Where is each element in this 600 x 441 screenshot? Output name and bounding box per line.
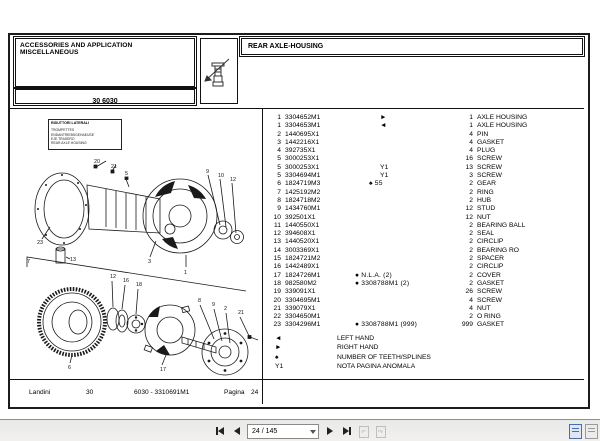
part-quantity: 999 — [461, 321, 473, 329]
part-code: 392501X1 — [285, 213, 316, 221]
table-row — [265, 205, 584, 213]
part-quantity: 2 — [469, 221, 473, 229]
table-row — [265, 255, 584, 263]
part-flag: ♠ 55 — [369, 180, 383, 188]
last-page-button[interactable] — [340, 424, 353, 438]
part-code: 1440695X1 — [285, 130, 320, 138]
part-code: 3304296M1 — [285, 321, 321, 329]
part-quantity: 2 — [469, 196, 473, 204]
part-code: 339079X1 — [285, 304, 316, 312]
single-page-view-icon[interactable] — [569, 424, 582, 439]
part-ref-number: 6 — [277, 180, 281, 188]
legend-label: NUMBER OF TEETH/SPLINES — [337, 353, 431, 361]
legend-symbol: ◄ — [275, 334, 282, 342]
first-page-button[interactable] — [213, 424, 226, 438]
part-flag — [353, 305, 447, 313]
part-description: NUT — [477, 304, 491, 312]
viewer-statusbar — [0, 419, 600, 441]
table-row — [265, 155, 584, 163]
part-code: 3304695M1 — [285, 296, 321, 304]
part-code: 1824726M1 — [285, 271, 321, 279]
part-ref-number: 7 — [277, 188, 281, 196]
part-description: PLUG — [477, 147, 496, 155]
diagram-callout: 9 — [212, 302, 215, 308]
diagram-callout: 12 — [230, 177, 236, 183]
part-description: SCREW — [477, 172, 502, 180]
diagram-callout: 6 — [68, 365, 71, 371]
part-description: RING — [477, 188, 494, 196]
diagram-callout: 17 — [160, 367, 166, 373]
table-row — [265, 247, 584, 255]
part-flag — [353, 255, 447, 263]
part-description: SCREW — [477, 155, 502, 163]
part-ref-number: 19 — [273, 288, 281, 296]
diagram-callout: 23 — [37, 240, 43, 246]
section-code: 30 6030 — [92, 98, 118, 105]
table-row — [265, 197, 584, 205]
note-box-line: TROMPETTES — [51, 128, 75, 133]
part-code: 392735X1 — [285, 147, 316, 155]
note-box-line: REAR AXLE HOUSING — [51, 140, 87, 145]
part-flag — [353, 155, 447, 163]
diagram-callout: 9 — [206, 169, 209, 175]
part-code: 3304650M1 — [285, 313, 321, 321]
part-code: 1824719M3 — [285, 180, 321, 188]
grease-fitting-icon — [201, 39, 235, 101]
table-row — [265, 114, 584, 122]
exploded-diagram — [10, 109, 262, 379]
part-code: 1440520X1 — [285, 238, 320, 246]
section-title: ACCESSORIES AND APPLICATION MISCELLANEOUS — [20, 42, 133, 56]
part-description: COVER — [477, 271, 501, 279]
diagram-callout: 5 — [125, 171, 128, 177]
part-ref-number: 17 — [273, 271, 281, 279]
part-ref-number: 5 — [277, 155, 281, 163]
part-quantity: 2 — [469, 255, 473, 263]
part-quantity: 4 — [469, 138, 473, 146]
part-quantity: 12 — [465, 205, 473, 213]
part-code: 3304694M1 — [285, 172, 321, 180]
part-code: 3003369X1 — [285, 246, 320, 254]
part-code: 1440550X1 — [285, 221, 320, 229]
part-flag: ◄ — [380, 122, 387, 130]
part-flag — [353, 230, 447, 238]
part-flag — [353, 297, 447, 305]
table-row — [265, 288, 584, 296]
page-number-value: 24 / 145 — [252, 427, 278, 435]
table-row — [265, 222, 584, 230]
legend-row — [265, 343, 584, 352]
continuous-view-icon[interactable] — [585, 424, 598, 439]
chapter-title-box — [241, 38, 583, 55]
table-row — [265, 305, 584, 313]
legend-row — [265, 334, 584, 343]
note-box-line: ENDANTRIEBSGEHAEUSE — [51, 132, 94, 137]
part-flag — [353, 197, 447, 205]
table-row — [265, 172, 584, 180]
part-quantity: 2 — [469, 188, 473, 196]
part-quantity: 2 — [469, 279, 473, 287]
legend-row — [265, 353, 584, 362]
part-ref-number: 14 — [273, 246, 281, 254]
part-ref-number: 5 — [277, 172, 281, 180]
next-page-button[interactable] — [323, 424, 336, 438]
legend-label: LEFT HAND — [337, 334, 375, 342]
parts-rows — [265, 114, 584, 330]
page-number-input[interactable] — [247, 424, 319, 439]
parts-legend — [265, 334, 584, 372]
part-description: HUB — [477, 196, 492, 204]
legend-label: RIGHT HAND — [337, 344, 379, 352]
part-ref-number: 8 — [277, 196, 281, 204]
part-ref-number: 3 — [277, 138, 281, 146]
table-row — [265, 321, 584, 329]
part-ref-number: 23 — [273, 321, 281, 329]
section-title-box — [15, 38, 195, 87]
part-code: 1442489X1 — [285, 263, 320, 271]
part-code: 1434760M1 — [285, 205, 321, 213]
legend-row — [265, 362, 584, 371]
diagram-callout: 21 — [238, 310, 244, 316]
part-description: SCREW — [477, 288, 502, 296]
part-ref-number: 9 — [277, 205, 281, 213]
part-description: CIRCLIP — [477, 238, 504, 246]
part-description: BEARING BALL — [477, 221, 526, 229]
footer-page-number: 24 — [251, 389, 259, 396]
legend-symbol: Y1 — [275, 362, 284, 370]
part-code: 982580M2 — [285, 279, 317, 287]
part-ref-number: 16 — [273, 263, 281, 271]
table-row — [265, 122, 584, 130]
diagram-callout: 7 — [27, 259, 30, 265]
column-divider — [262, 108, 263, 404]
part-flag — [353, 139, 447, 147]
part-code: 1824721M2 — [285, 255, 321, 263]
part-flag: ● 3308788M1 (2) — [355, 279, 410, 287]
section-pictogram-box — [200, 38, 238, 104]
part-description: CIRCLIP — [477, 263, 504, 271]
part-code: 339091X1 — [285, 288, 316, 296]
diagram-callout: 8 — [198, 298, 201, 304]
part-quantity: 2 — [469, 180, 473, 188]
part-ref-number: 20 — [273, 296, 281, 304]
diagram-callout: 21 — [111, 164, 117, 170]
part-flag: Y1 — [380, 163, 389, 171]
part-flag — [353, 313, 447, 321]
table-row — [265, 272, 584, 280]
part-quantity: 12 — [465, 213, 473, 221]
part-quantity: 4 — [469, 147, 473, 155]
part-code: 1824718M2 — [285, 196, 321, 204]
part-description: AXLE HOUSING — [477, 122, 528, 130]
part-quantity: 2 — [469, 246, 473, 254]
table-row — [265, 263, 584, 271]
legend-symbol: ♠ — [275, 353, 279, 361]
part-flag — [353, 189, 447, 197]
part-flag — [353, 222, 447, 230]
part-ref-number: 12 — [273, 230, 281, 238]
table-row — [265, 139, 584, 147]
part-ref-number: 22 — [273, 313, 281, 321]
part-quantity: 2 — [469, 263, 473, 271]
part-quantity: 1 — [469, 122, 473, 130]
part-ref-number: 21 — [273, 304, 281, 312]
table-row — [265, 147, 584, 155]
part-quantity: 4 — [469, 296, 473, 304]
footer-page-label: Pagina — [224, 389, 245, 396]
table-row — [265, 189, 584, 197]
parts-list — [265, 109, 584, 382]
part-quantity: 2 — [469, 313, 473, 321]
part-description: STUD — [477, 205, 496, 213]
part-ref-number: 15 — [273, 255, 281, 263]
part-flag: ► — [380, 114, 387, 121]
previous-page-button[interactable] — [230, 424, 243, 438]
section-code-box — [15, 89, 195, 104]
part-ref-number: 11 — [274, 221, 281, 229]
legend-label: NOTA PAGINA ANOMALA — [337, 362, 416, 370]
part-quantity: 1 — [469, 114, 473, 121]
part-quantity: 26 — [465, 288, 473, 296]
footer-brand: Landini — [29, 389, 51, 396]
part-quantity: 2 — [469, 271, 473, 279]
table-row — [265, 164, 584, 172]
part-description: SPACER — [477, 255, 505, 263]
page-footer — [10, 380, 584, 405]
note-box-title: RIDUTTORI LATERALI — [51, 121, 89, 125]
legend-symbol: ► — [275, 344, 282, 352]
part-description: BEARING RO — [477, 246, 519, 254]
table-row — [265, 214, 584, 222]
page-layout-controls — [569, 424, 598, 439]
part-description: GASKET — [477, 321, 505, 329]
part-flag — [353, 238, 447, 246]
table-row — [265, 238, 584, 246]
chevron-down-icon — [310, 430, 316, 434]
part-flag — [353, 263, 447, 271]
diagram-callout: 13 — [70, 257, 76, 263]
part-description: SEAL — [477, 230, 495, 238]
part-flag — [353, 147, 447, 155]
part-ref-number: 10 — [273, 213, 281, 221]
part-quantity: 4 — [469, 304, 473, 312]
table-row — [265, 280, 584, 288]
part-ref-number: 13 — [273, 238, 281, 246]
table-row — [265, 297, 584, 305]
part-description: NUT — [477, 213, 491, 221]
part-quantity: 13 — [465, 163, 473, 171]
part-code: 3000253X1 — [285, 155, 320, 163]
diagram-callout: 10 — [218, 173, 224, 179]
part-ref-number: 1 — [277, 114, 281, 121]
part-ref-number: 5 — [277, 163, 281, 171]
part-code: 1425192M2 — [285, 188, 321, 196]
part-flag — [353, 247, 447, 255]
part-flag — [353, 214, 447, 222]
table-row — [265, 230, 584, 238]
part-code: 3000253X1 — [285, 163, 320, 171]
part-ref-number: 18 — [273, 279, 281, 287]
part-flag: Y1 — [380, 172, 389, 180]
part-quantity: 2 — [469, 230, 473, 238]
part-flag — [353, 205, 447, 213]
catalog-page — [8, 33, 590, 409]
part-description: SCREW — [477, 296, 502, 304]
part-flag — [353, 131, 447, 139]
part-code: 3304652M1 — [285, 114, 321, 121]
part-code: 3304653M1 — [285, 122, 321, 130]
next-view-button[interactable]: ↷ — [374, 424, 387, 438]
part-ref-number: 2 — [277, 130, 281, 138]
part-ref-number: 4 — [277, 147, 281, 155]
part-description: AXLE HOUSING — [477, 114, 528, 121]
diagram-callout: 16 — [123, 278, 129, 284]
previous-view-button[interactable]: ↶ — [357, 424, 370, 438]
table-row — [265, 313, 584, 321]
part-code: 394608X1 — [285, 230, 316, 238]
part-code: 1442216X1 — [285, 138, 320, 146]
diagram-callout: 1 — [184, 270, 187, 276]
diagram-callout: 18 — [136, 282, 142, 288]
part-description: O RING — [477, 313, 501, 321]
table-row — [265, 180, 584, 188]
part-quantity: 4 — [469, 130, 473, 138]
part-description: PIN — [477, 130, 489, 138]
footer-model: 30 — [86, 389, 94, 396]
chapter-title: REAR AXLE-HOUSING — [248, 43, 324, 50]
part-flag: ● N.L.A. (2) — [355, 271, 392, 279]
diagram-callout: 2 — [224, 306, 227, 312]
part-flag — [353, 288, 447, 296]
page-navigation — [0, 420, 600, 441]
part-flag: ● 3308788M1 (999) — [355, 321, 418, 329]
diagram-callout: 12 — [110, 274, 116, 280]
part-ref-number: 1 — [277, 122, 281, 130]
part-description: SCREW — [477, 163, 502, 171]
table-row — [265, 131, 584, 139]
part-description: GASKET — [477, 279, 505, 287]
part-quantity: 16 — [465, 155, 473, 163]
note-box-line: EJE TRASERO — [51, 136, 75, 141]
part-description: GEAR — [477, 180, 496, 188]
diagram-note-box — [48, 119, 122, 150]
part-quantity: 2 — [469, 238, 473, 246]
diagram-callout: 20 — [94, 159, 100, 165]
diagram-callout: 3 — [148, 259, 151, 265]
part-quantity: 3 — [469, 172, 473, 180]
part-description: GASKET — [477, 138, 505, 146]
footer-doc-code: 6030 - 3310691M1 — [134, 389, 190, 396]
